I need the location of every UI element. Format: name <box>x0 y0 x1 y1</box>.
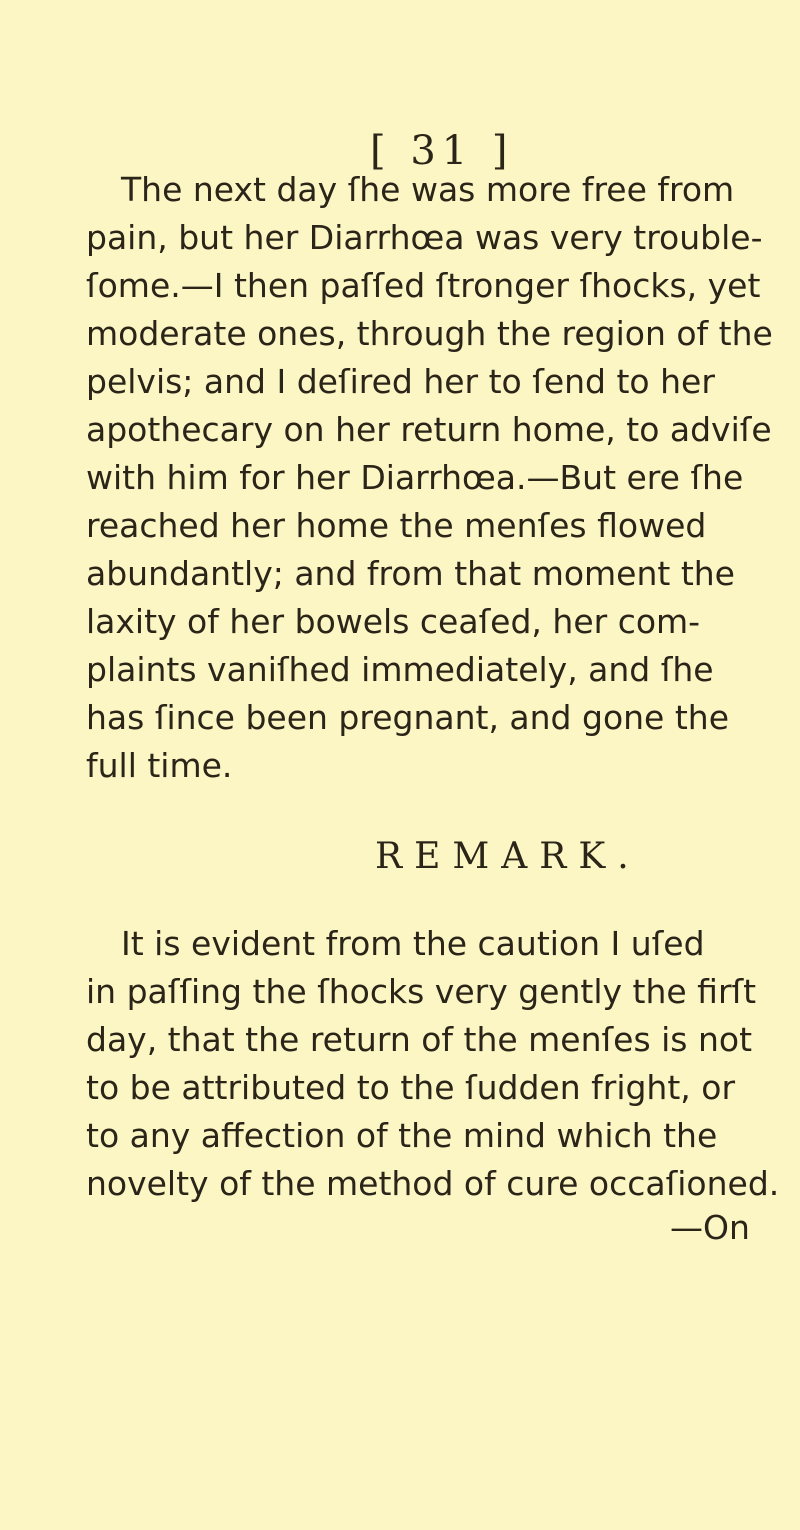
text-line: The next day ſhe was more free from <box>121 170 735 209</box>
text-line: full time. <box>86 746 233 785</box>
text-line: novelty of the method of cure occaſioned. <box>86 1164 780 1203</box>
text-line: pelvis; and I deſired her to ſend to her <box>86 362 715 401</box>
text-line: laxity of her bowels ceaſed, her com- <box>86 602 701 641</box>
page-number: [ 31 ] <box>370 128 514 174</box>
text-line: day, that the return of the menſes is not <box>86 1020 753 1059</box>
section-heading: REMARK. <box>375 836 641 877</box>
text-line: to any affection of the mind which the <box>86 1116 718 1155</box>
text-line: reached her home the menſes flowed <box>86 506 707 545</box>
text-line: pain, but her Diarrhœa was very trouble- <box>86 218 763 257</box>
text-line: to be attributed to the ſudden fright, or <box>86 1068 736 1107</box>
text-line: moderate ones, through the region of the <box>86 314 773 353</box>
text-line: plaints vaniſhed immediately, and ſhe <box>86 650 714 689</box>
text-line: abundantly; and from that moment the <box>86 554 735 593</box>
catchword: —On <box>670 1208 750 1247</box>
text-line: has ſince been pregnant, and gone the <box>86 698 730 737</box>
text-line: ſome.—I then paſſed ſtronger ſhocks, yet <box>86 266 761 305</box>
text-line: with him for her Diarrhœa.—But ere ſhe <box>86 458 744 497</box>
text-line: It is evident from the caution I uſed <box>121 924 705 963</box>
text-line: apothecary on her return home, to adviſe <box>86 410 772 449</box>
text-line: in paſſing the ſhocks very gently the firſt <box>86 972 757 1011</box>
